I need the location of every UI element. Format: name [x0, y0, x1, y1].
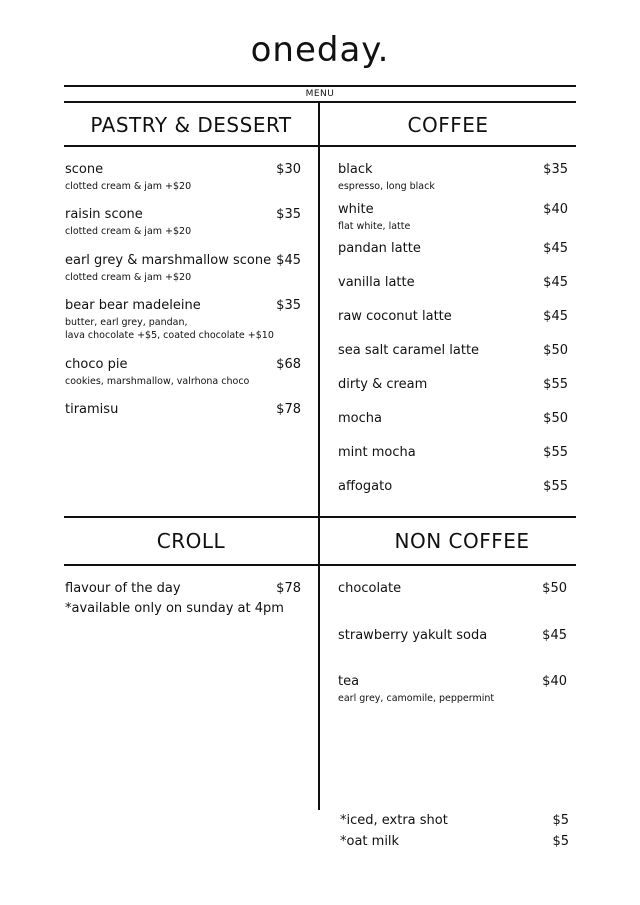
- item-description: lava chocolate +$5, coated chocolate +$10: [65, 330, 274, 341]
- column-divider-top: [318, 101, 320, 517]
- item-description: clotted cream & jam +$20: [65, 272, 192, 283]
- header-rule: [64, 101, 576, 103]
- item-price: $55: [543, 479, 568, 494]
- menu-label: MENU: [305, 89, 335, 99]
- menu-item: [338, 202, 568, 233]
- item-name: mocha: [338, 411, 382, 426]
- menu-item: [338, 674, 567, 705]
- menu-item: [338, 581, 567, 596]
- section-rule-middle: [64, 516, 576, 518]
- column-divider-bottom: [318, 516, 320, 810]
- section-title-pastry: PASTRY & DESSERT: [90, 113, 292, 137]
- menu-item: [338, 241, 568, 256]
- item-price: $45: [543, 275, 568, 290]
- section-rule-top: [64, 145, 576, 147]
- item-name: raisin scone: [65, 207, 143, 222]
- item-name: dirty & cream: [338, 377, 428, 392]
- item-price: $35: [276, 298, 301, 313]
- menu-item: [338, 479, 568, 494]
- menu-item: [338, 377, 568, 392]
- menu-item: [65, 162, 301, 193]
- menu-item: [338, 343, 568, 358]
- item-name: chocolate: [338, 581, 402, 596]
- item-price: $40: [543, 202, 568, 217]
- item-description: butter, earl grey, pandan,: [65, 317, 188, 328]
- brand-title: oneday.: [250, 30, 390, 70]
- item-name: choco pie: [65, 357, 128, 372]
- item-price: $78: [276, 581, 301, 596]
- item-price: $45: [543, 309, 568, 324]
- item-name: black: [338, 162, 373, 177]
- item-price: $50: [542, 581, 567, 596]
- menu-item: [65, 402, 301, 417]
- item-name: raw coconut latte: [338, 309, 452, 324]
- item-price: $45: [543, 241, 568, 256]
- item-description: clotted cream & jam +$20: [65, 181, 192, 192]
- item-price: $50: [543, 411, 568, 426]
- item-name: vanilla latte: [338, 275, 415, 290]
- item-name: pandan latte: [338, 241, 421, 256]
- item-price: $55: [543, 445, 568, 460]
- item-price: $35: [276, 207, 301, 222]
- extra-item: [340, 813, 569, 828]
- item-price: $35: [543, 162, 568, 177]
- extra-name: *oat milk: [340, 834, 400, 849]
- menu-item: [338, 628, 567, 643]
- item-description: clotted cream & jam +$20: [65, 226, 192, 237]
- availability-note: *available only on sunday at 4pm: [65, 601, 284, 616]
- menu-item: [65, 253, 301, 284]
- extra-item: [340, 834, 569, 849]
- menu-item: [338, 162, 568, 193]
- extra-name: *iced, extra shot: [340, 813, 448, 828]
- item-description: cookies, marshmallow, valrhona choco: [65, 376, 250, 387]
- menu-item: [65, 298, 301, 342]
- extra-price: $5: [552, 834, 569, 849]
- item-name: flavour of the day: [65, 581, 181, 596]
- item-name: bear bear madeleine: [65, 298, 201, 313]
- item-price: $40: [542, 674, 567, 689]
- item-price: $45: [542, 628, 567, 643]
- item-name: strawberry yakult soda: [338, 628, 488, 643]
- item-name: tiramisu: [65, 402, 119, 417]
- extra-price: $5: [552, 813, 569, 828]
- item-name: sea salt caramel latte: [338, 343, 480, 358]
- item-price: $55: [543, 377, 568, 392]
- menu-item: [338, 411, 568, 426]
- top-rule: [64, 85, 576, 87]
- menu-item: [338, 309, 568, 324]
- item-name: affogato: [338, 479, 393, 494]
- item-price: $68: [276, 357, 301, 372]
- item-name: white: [338, 202, 374, 217]
- menu-item: [65, 357, 301, 388]
- section-title-non-coffee: NON COFFEE: [394, 529, 530, 553]
- item-price: $30: [276, 162, 301, 177]
- item-description: espresso, long black: [338, 181, 435, 192]
- menu-item: [65, 581, 301, 616]
- item-price: $78: [276, 402, 301, 417]
- item-price: $50: [543, 343, 568, 358]
- section-rule-lower: [64, 564, 576, 566]
- item-name: mint mocha: [338, 445, 416, 460]
- item-name: earl grey & marshmallow scone: [65, 253, 272, 268]
- section-title-coffee: COFFEE: [407, 113, 489, 137]
- item-name: scone: [65, 162, 104, 177]
- section-title-croll: CROLL: [156, 529, 226, 553]
- item-description: earl grey, camomile, peppermint: [338, 693, 495, 704]
- menu-item: [65, 207, 301, 238]
- item-description: flat white, latte: [338, 221, 411, 232]
- menu-item: [338, 275, 568, 290]
- menu-item: [338, 445, 568, 460]
- item-price: $45: [276, 253, 301, 268]
- item-name: tea: [338, 674, 360, 689]
